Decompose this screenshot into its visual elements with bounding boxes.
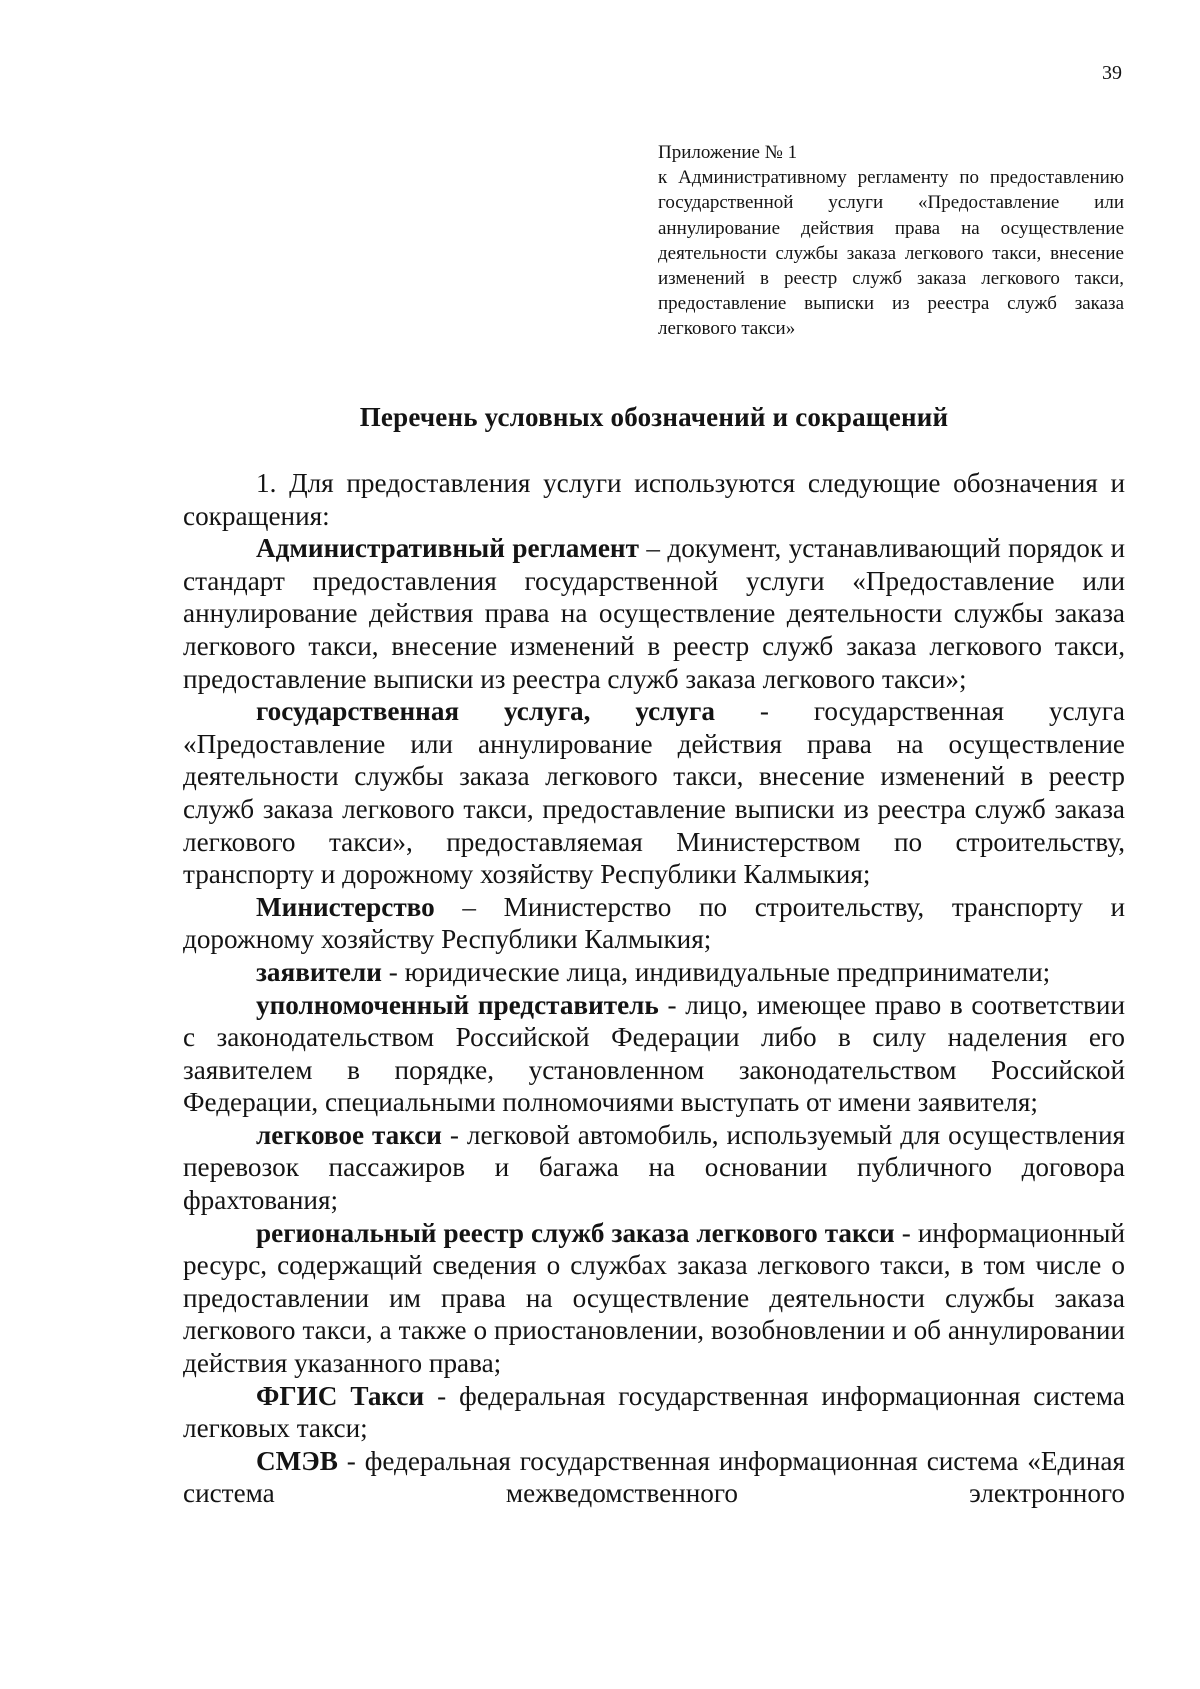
page-number: 39	[1102, 62, 1122, 84]
definition-term: государственная услуга, услуга	[256, 696, 715, 727]
annex-text: к Административному регламенту по предоставлению государственной услуги «Предоставление или аннулирование действия права на осуществление деятельности службы заказа легкового такси, внесение изменений в реестр служб заказа легкового такси, предоставление выписки из реестра служб заказа легкового такси»	[658, 167, 1124, 340]
definition-text: лицо, имеющее право в соответствии с законодательством Российской Федерации либо в силу наделения его заявителем в порядке, установленном законодательством Российской Федерации, специальными полномочиями выступать от имени заявителя;	[183, 989, 1125, 1118]
definition-separator: –	[638, 533, 668, 564]
annex-block	[658, 140, 1124, 342]
definition-term: региональный реестр служб заказа легкового такси	[256, 1217, 895, 1248]
definition-text: государственная услуга «Предоставление или аннулирование действия права на осуществление деятельности службы заказа легкового такси, внесение изменений в реестр служб заказа легкового такси, предоставление выписки из реестра служб заказа легкового такси», предоставляемая Министерством по строительству, транспорту и дорожному хозяйству Республики Калмыкия;	[183, 696, 1126, 890]
definition-paragraph	[183, 989, 1125, 1119]
definition-term: СМЭВ	[256, 1445, 338, 1476]
definition-separator: –	[434, 891, 504, 922]
definition-paragraph	[183, 1380, 1125, 1445]
document-body	[183, 467, 1125, 1510]
definition-separator: -	[658, 989, 686, 1020]
definition-separator: -	[337, 1445, 365, 1476]
definition-text: легковой автомобиль, используемый для осуществления перевозок пассажиров и багажа на основании публичного договора фрахтования;	[183, 1119, 1126, 1216]
definition-separator: -	[714, 696, 814, 727]
definition-term: заявители	[256, 956, 382, 987]
definition-paragraph	[183, 956, 1125, 989]
definition-term: легковое такси	[256, 1119, 442, 1150]
definition-separator: -	[441, 1119, 467, 1150]
definition-text: Министерство по строительству, транспорту и дорожному хозяйству Республики Калмыкия;	[183, 891, 1126, 955]
annex-title: Приложение № 1	[658, 142, 798, 163]
definition-text: информационный ресурс, содержащий сведения о службах заказа легкового такси, в том числе о предоставлении им права на осуществление деятельности службы заказа легкового такси, а также о приостановлении, возобновлении и об аннулировании действия указанного права;	[183, 1217, 1125, 1379]
definition-paragraph	[183, 532, 1125, 695]
definition-paragraph	[183, 1119, 1125, 1217]
definition-separator: -	[424, 1380, 460, 1411]
definition-separator: -	[894, 1217, 918, 1248]
definition-text: документ, устанавливающий порядок и стандарт предоставления государственной услуги «Предоставление или аннулирование действия права на осуществление деятельности службы заказа легкового такси, внесение изменений в реестр служб заказа легкового такси, предоставление выписки из реестра служб заказа легкового такси»;	[183, 533, 1125, 694]
definition-paragraph	[183, 891, 1125, 956]
document-title: Перечень условных обозначений и сокращений	[359, 402, 949, 432]
definition-paragraph	[183, 1217, 1125, 1380]
definition-text: юридические лица, индивидуальные предприниматели;	[404, 956, 1051, 987]
definition-paragraph	[183, 1445, 1125, 1510]
definition-separator: -	[381, 956, 405, 987]
definition-term: Административный регламент	[256, 533, 639, 564]
definition-term: уполномоченный представитель	[256, 989, 659, 1020]
intro-paragraph: 1. Для предоставления услуги используются следующие обозначения и сокращения:	[183, 468, 1125, 531]
definition-text: федеральная государственная информационная система «Единая система межведомственного электронного	[183, 1445, 1125, 1509]
definition-term: ФГИС Такси	[256, 1380, 425, 1411]
definition-text: федеральная государственная информационная система легковых такси;	[183, 1380, 1126, 1444]
definition-term: Министерство	[256, 891, 435, 922]
definition-paragraph	[183, 695, 1125, 891]
